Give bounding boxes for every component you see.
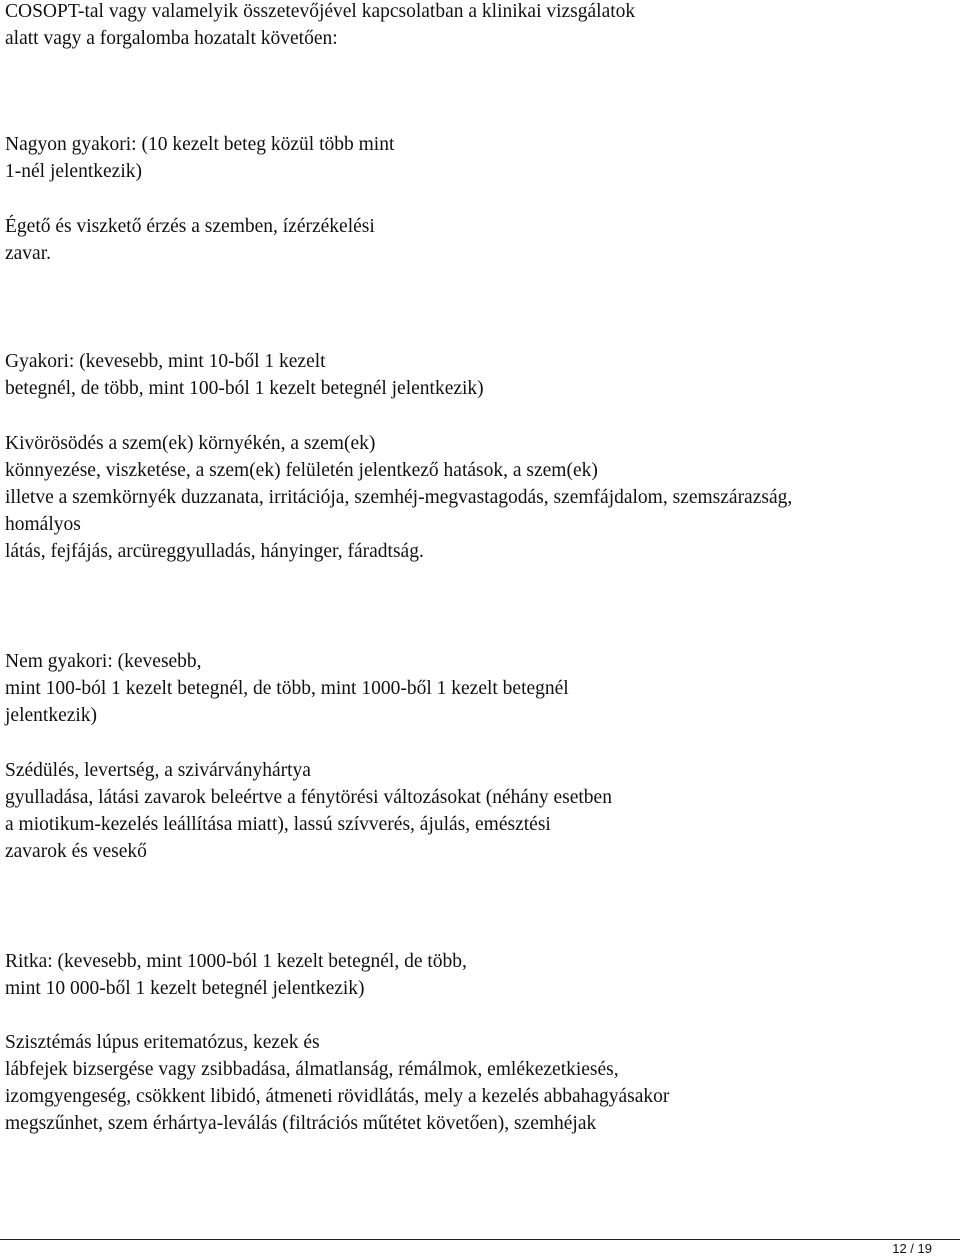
section-body-very-common: Égető és viszkető érzés a szemben, ízérzékelési	[5, 216, 375, 237]
section-body-uncommon: zavarok és vesekő	[5, 841, 147, 862]
section-body-common: Kivörösödés a szem(ek) környékén, a szem(ek)	[5, 433, 376, 454]
section-heading-rare: Ritka: (kevesebb, mint 1000-ból 1 kezelt betegnél, de több,	[5, 951, 467, 972]
section-heading-rare: mint 10 000-ből 1 kezelt betegnél jelentkezik)	[5, 978, 365, 999]
page-number: 12 / 19	[892, 1241, 932, 1256]
section-body-uncommon: Szédülés, levertség, a szivárványhártya	[5, 760, 311, 781]
section-body-uncommon: a miotikum-kezelés leállítása miatt), lassú szívverés, ájulás, emésztési	[5, 814, 551, 835]
section-body-common: könnyezése, viszketése, a szem(ek) felületén jelentkező hatások, a szem(ek)	[5, 460, 598, 481]
section-body-uncommon: gyulladása, látási zavarok beleértve a fénytörési változásokat (néhány esetben	[5, 787, 612, 808]
section-heading-uncommon: mint 100-ból 1 kezelt betegnél, de több, mint 1000-ből 1 kezelt betegnél	[5, 678, 569, 699]
section-body-rare: izomgyengeség, csökkent libidó, átmeneti rövidlátás, mely a kezelés abbahagyásakor	[5, 1086, 670, 1107]
section-heading-common: betegnél, de több, mint 100-ból 1 kezelt betegnél jelentkezik)	[5, 378, 484, 399]
section-body-common: homályos	[5, 514, 81, 535]
section-body-rare: megszűnhet, szem érhártya-leválás (filtrációs műtétet követően), szemhéjak	[5, 1113, 597, 1134]
section-heading-very-common: Nagyon gyakori: (10 kezelt beteg közül több mint	[5, 134, 395, 155]
intro-line: alatt vagy a forgalomba hozatalt követően:	[5, 28, 338, 49]
section-body-rare: lábfejek bizsergése vagy zsibbadása, álmatlanság, rémálmok, emlékezetkiesés,	[5, 1059, 619, 1080]
section-heading-uncommon: jelentkezik)	[5, 705, 98, 726]
intro-line: COSOPT-tal vagy valamelyik összetevőjével kapcsolatban a klinikai vizsgálatok	[5, 1, 636, 22]
section-heading-uncommon: Nem gyakori: (kevesebb,	[5, 651, 202, 672]
section-heading-very-common: 1-nél jelentkezik)	[5, 161, 142, 182]
section-body-common: látás, fejfájás, arcüreggyulladás, hányinger, fáradtság.	[5, 541, 424, 562]
footer-divider	[0, 1239, 960, 1240]
section-heading-common: Gyakori: (kevesebb, mint 10-ből 1 kezelt	[5, 351, 326, 372]
section-body-rare: Szisztémás lúpus eritematózus, kezek és	[5, 1032, 320, 1053]
section-body-very-common: zavar.	[5, 243, 52, 264]
section-body-common: illetve a szemkörnyék duzzanata, irritációja, szemhéj-megvastagodás, szemfájdalom, szemszárazság,	[5, 487, 793, 508]
